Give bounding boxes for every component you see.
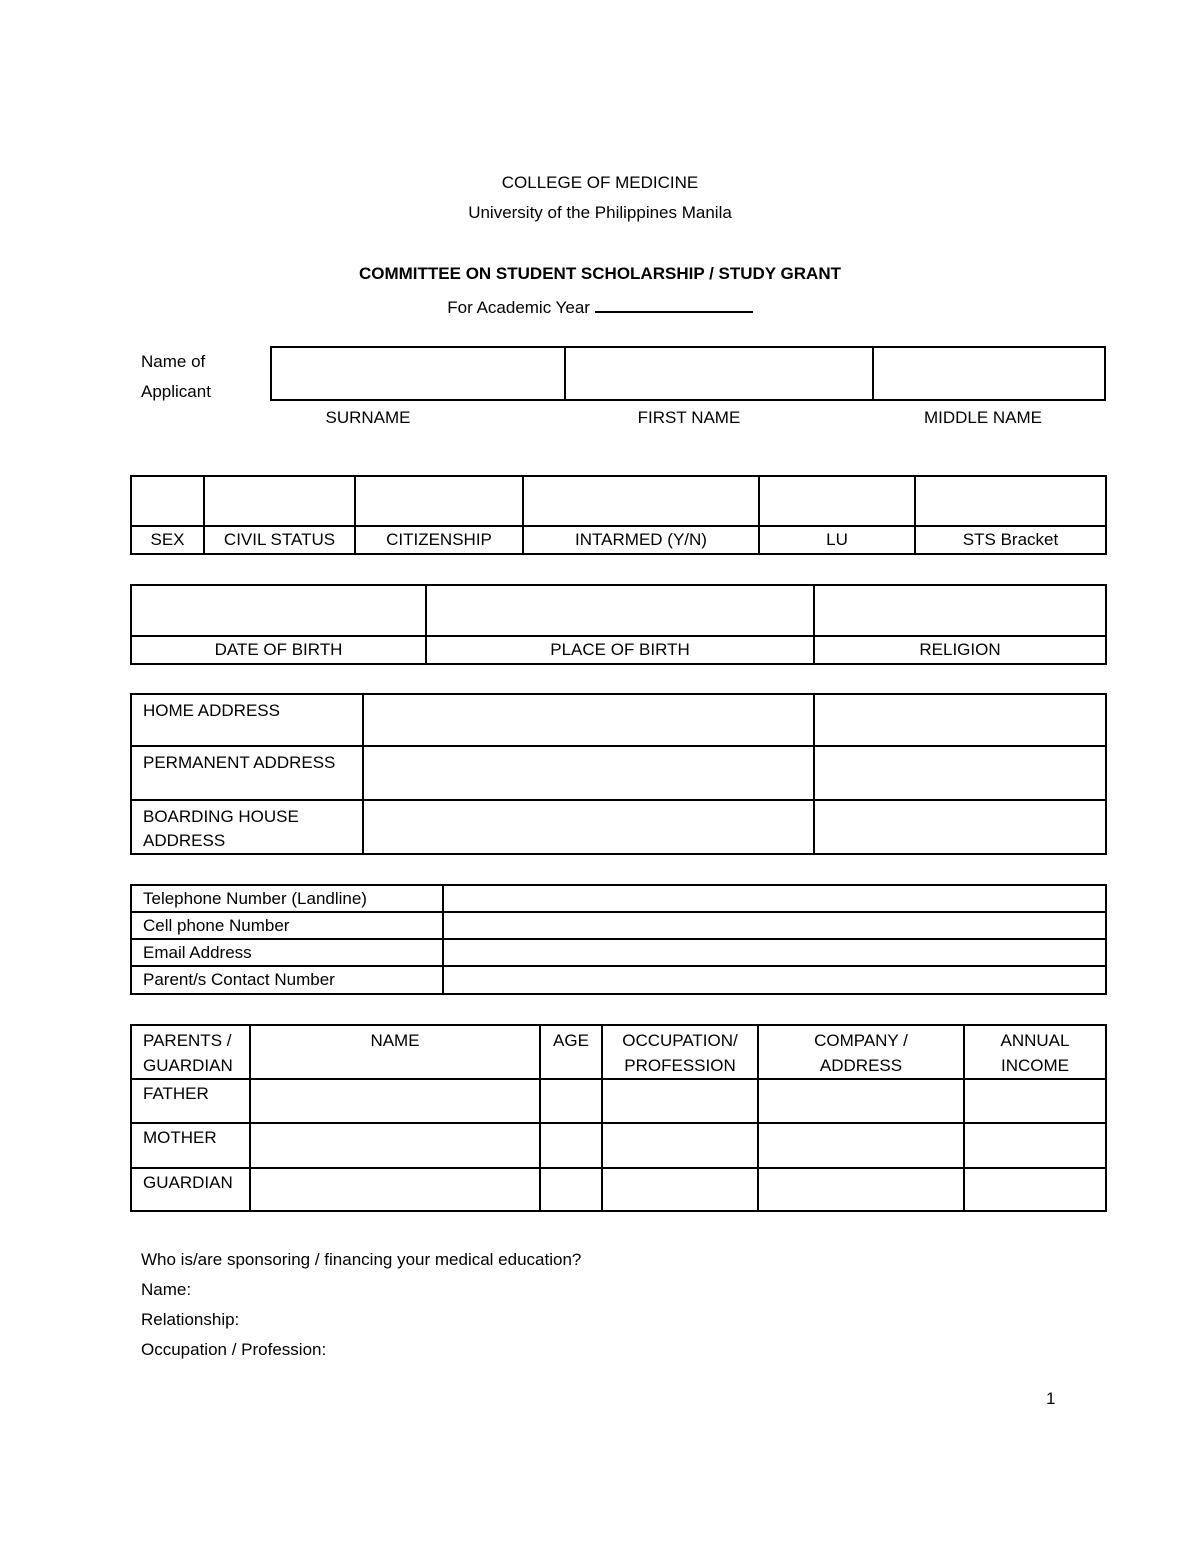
civil-status-field[interactable]	[204, 476, 355, 526]
contact-table	[130, 884, 1107, 995]
permanent-address-field[interactable]	[363, 746, 814, 800]
guardian-income-field[interactable]	[964, 1168, 1106, 1211]
middle-name-field[interactable]	[873, 347, 1105, 400]
cellphone-field[interactable]	[443, 912, 1106, 939]
mother-label: MOTHER	[131, 1123, 250, 1168]
academic-year-line	[0, 295, 1200, 318]
committee-title: COMMITTEE ON STUDENT SCHOLARSHIP / STUDY GRANT	[358, 264, 841, 283]
col-occupation-line2: PROFESSION	[624, 1056, 736, 1075]
address-table	[130, 693, 1107, 855]
first-name-label: FIRST NAME	[637, 408, 741, 427]
col-occupation-line1: OCCUPATION/	[622, 1031, 738, 1050]
father-label: FATHER	[131, 1079, 250, 1123]
guardian-company-field[interactable]	[758, 1168, 964, 1211]
cellphone-label: Cell phone Number	[131, 912, 443, 939]
col-parents-header	[131, 1025, 250, 1079]
col-name-header: NAME	[250, 1025, 540, 1079]
middle-name-label: MIDDLE NAME	[923, 408, 1043, 427]
birth-info-table	[130, 584, 1107, 665]
boarding-address-label	[131, 800, 363, 854]
sponsor-section	[141, 1245, 581, 1365]
lu-field[interactable]	[759, 476, 915, 526]
table-row	[131, 1079, 1106, 1123]
sponsor-occupation-label: Occupation / Profession:	[141, 1340, 327, 1359]
place-of-birth-label: PLACE OF BIRTH	[426, 636, 814, 664]
college-title: COLLEGE OF MEDICINE	[501, 173, 699, 192]
mother-occupation-field[interactable]	[602, 1123, 758, 1168]
guardian-name-field[interactable]	[250, 1168, 540, 1211]
col-company-header	[758, 1025, 964, 1079]
sponsor-relationship-label: Relationship:	[141, 1310, 240, 1329]
guardian-age-field[interactable]	[540, 1168, 602, 1211]
page-number: 1	[1046, 1389, 1056, 1408]
date-of-birth-label: DATE OF BIRTH	[131, 636, 426, 664]
col-company-line2: ADDRESS	[819, 1056, 903, 1075]
sponsor-name-label: Name:	[141, 1280, 192, 1299]
father-income-field[interactable]	[964, 1079, 1106, 1123]
personal-info-table	[130, 475, 1107, 555]
telephone-field[interactable]	[443, 885, 1106, 912]
col-parents-line2: GUARDIAN	[143, 1056, 233, 1075]
home-address-field[interactable]	[363, 694, 814, 746]
applicant-label-line2: Applicant	[141, 382, 211, 401]
mother-age-field[interactable]	[540, 1123, 602, 1168]
mother-income-field[interactable]	[964, 1123, 1106, 1168]
surname-label: SURNAME	[325, 408, 411, 427]
sex-field[interactable]	[131, 476, 204, 526]
boarding-address-extra-field[interactable]	[814, 800, 1106, 854]
father-occupation-field[interactable]	[602, 1079, 758, 1123]
father-age-field[interactable]	[540, 1079, 602, 1123]
col-income-line1: ANNUAL	[1000, 1031, 1070, 1050]
home-address-extra-field[interactable]	[814, 694, 1106, 746]
sex-label: SEX	[131, 526, 204, 554]
mother-name-field[interactable]	[250, 1123, 540, 1168]
permanent-address-extra-field[interactable]	[814, 746, 1106, 800]
col-age-header: AGE	[540, 1025, 602, 1079]
citizenship-field[interactable]	[355, 476, 523, 526]
academic-year-blank[interactable]	[595, 295, 753, 313]
sponsor-question: Who is/are sponsoring / financing your medical education?	[141, 1250, 582, 1269]
telephone-label: Telephone Number (Landline)	[131, 885, 443, 912]
academic-year-label: For Academic Year	[447, 298, 590, 317]
civil-status-label: CIVIL STATUS	[204, 526, 355, 554]
boarding-address-field[interactable]	[363, 800, 814, 854]
date-of-birth-field[interactable]	[131, 585, 426, 636]
applicant-label-line1: Name of	[141, 352, 206, 371]
col-company-line1: COMPANY /	[814, 1031, 908, 1050]
guardian-occupation-field[interactable]	[602, 1168, 758, 1211]
email-label: Email Address	[131, 939, 443, 966]
col-income-line2: INCOME	[1001, 1056, 1069, 1075]
applicant-name-table	[270, 346, 1106, 401]
parent-contact-label: Parent/s Contact Number	[131, 966, 443, 994]
boarding-address-label-line1: BOARDING HOUSE	[143, 807, 299, 826]
email-field[interactable]	[443, 939, 1106, 966]
permanent-address-label: PERMANENT ADDRESS	[131, 746, 363, 800]
col-income-header	[964, 1025, 1106, 1079]
applicant-label	[141, 347, 211, 407]
university-title: University of the Philippines Manila	[468, 203, 732, 222]
lu-label: LU	[759, 526, 915, 554]
col-occupation-header	[602, 1025, 758, 1079]
home-address-label: HOME ADDRESS	[131, 694, 363, 746]
parent-contact-field[interactable]	[443, 966, 1106, 994]
surname-field[interactable]	[271, 347, 565, 400]
citizenship-label: CITIZENSHIP	[355, 526, 523, 554]
intarmed-field[interactable]	[523, 476, 759, 526]
mother-company-field[interactable]	[758, 1123, 964, 1168]
religion-field[interactable]	[814, 585, 1106, 636]
family-table	[130, 1024, 1107, 1212]
religion-label: RELIGION	[814, 636, 1106, 664]
col-parents-line1: PARENTS /	[143, 1031, 232, 1050]
sts-bracket-label: STS Bracket	[915, 526, 1106, 554]
first-name-field[interactable]	[565, 347, 873, 400]
guardian-label: GUARDIAN	[131, 1168, 250, 1211]
father-name-field[interactable]	[250, 1079, 540, 1123]
table-row	[131, 1168, 1106, 1211]
boarding-address-label-line2: ADDRESS	[143, 831, 226, 850]
place-of-birth-field[interactable]	[426, 585, 814, 636]
table-row	[131, 1123, 1106, 1168]
intarmed-label: INTARMED (Y/N)	[523, 526, 759, 554]
sts-bracket-field[interactable]	[915, 476, 1106, 526]
father-company-field[interactable]	[758, 1079, 964, 1123]
